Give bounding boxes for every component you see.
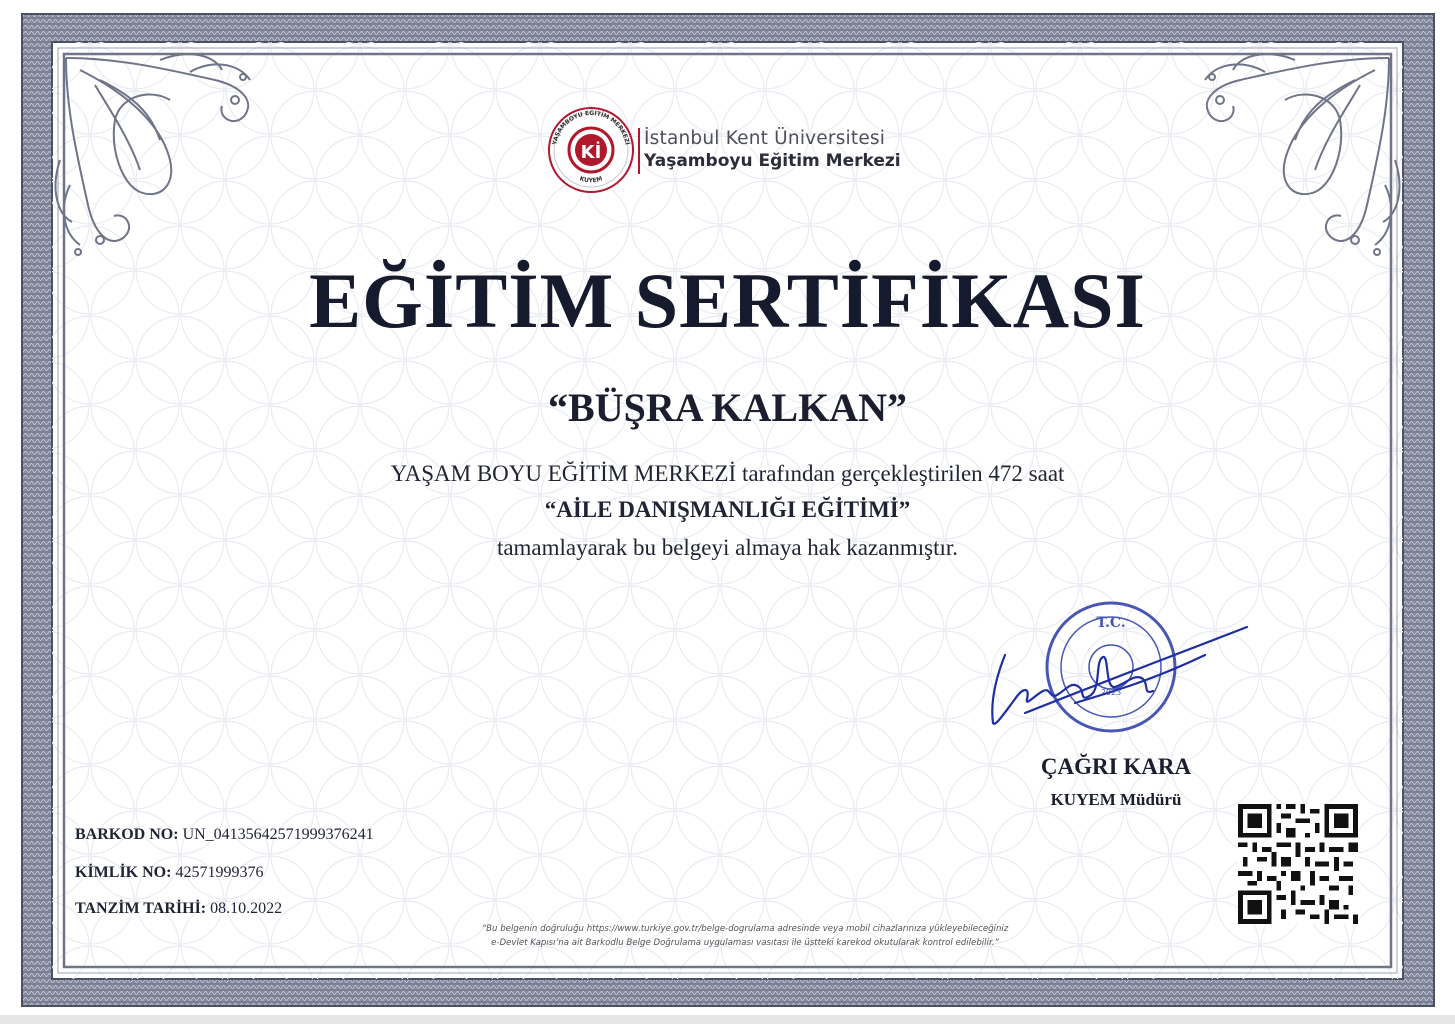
barcode-row <box>75 826 374 844</box>
body-line-3: tamamlayarak bu belgeyi almaya hak kazanmıştır. <box>496 535 959 560</box>
issue-date-value: 08.10.2022 <box>210 900 283 917</box>
issue-date-row <box>75 900 282 918</box>
logo-divider <box>638 128 640 174</box>
identity-label: KİMLİK NO: <box>75 864 172 881</box>
recipient-name: “BÜŞRA KALKAN” <box>548 385 907 430</box>
university-logo <box>546 98 916 202</box>
seal-ring-bottom-text: KUYEM <box>578 175 604 185</box>
barcode-value: UN_04135642571999376241 <box>182 826 374 843</box>
signer-role: KUYEM Müdürü <box>1050 790 1182 809</box>
seal-ring-text: YAŞAMBOYU EĞİTİM MERKEZİ <box>551 109 631 146</box>
verification-note-line-2: e-Devlet Kapısı’na ait Barkodlu Belge Doğrulama uygulaması vasıtası ile üstteki karekod okutularak kontrol edilebilir.” <box>491 938 999 948</box>
signature-stamp <box>975 595 1255 745</box>
seal-monogram: Kİ <box>580 142 602 163</box>
verification-note-line-1: “Bu belgenin doğruluğu https://www.turkiye.gov.tr/belge-dogrulama adresinde veya mobil cihazlarınıza yükleyebileceğiniz <box>481 924 1009 934</box>
identity-row <box>75 864 263 882</box>
signer-name: ÇAĞRI KARA <box>1040 754 1192 779</box>
course-name: “AİLE DANIŞMANLIĞI EĞİTİMİ” <box>544 497 911 522</box>
handwritten-signature <box>992 627 1247 724</box>
body-line-1: YAŞAM BOYU EĞİTİM MERKEZİ tarafından gerçekleştirilen 472 saat <box>390 461 1065 486</box>
certificate-title: EĞİTİM SERTİFİKASI <box>309 257 1146 344</box>
identity-value: 42571999376 <box>175 864 264 881</box>
issue-date-label: TANZİM TARİHİ: <box>75 900 207 917</box>
qr-code-icon[interactable] <box>1237 804 1359 924</box>
institution-name: İstanbul Kent Üniversitesi <box>644 128 886 149</box>
official-stamp-icon <box>1047 603 1175 731</box>
barcode-label: BARKOD NO: <box>75 826 179 843</box>
center-name: Yaşamboyu Eğitim Merkezi <box>644 151 901 171</box>
stamp-year: 2023 <box>1100 688 1122 697</box>
university-seal-icon <box>546 98 636 202</box>
stamp-tc: T.C. <box>1096 615 1126 631</box>
